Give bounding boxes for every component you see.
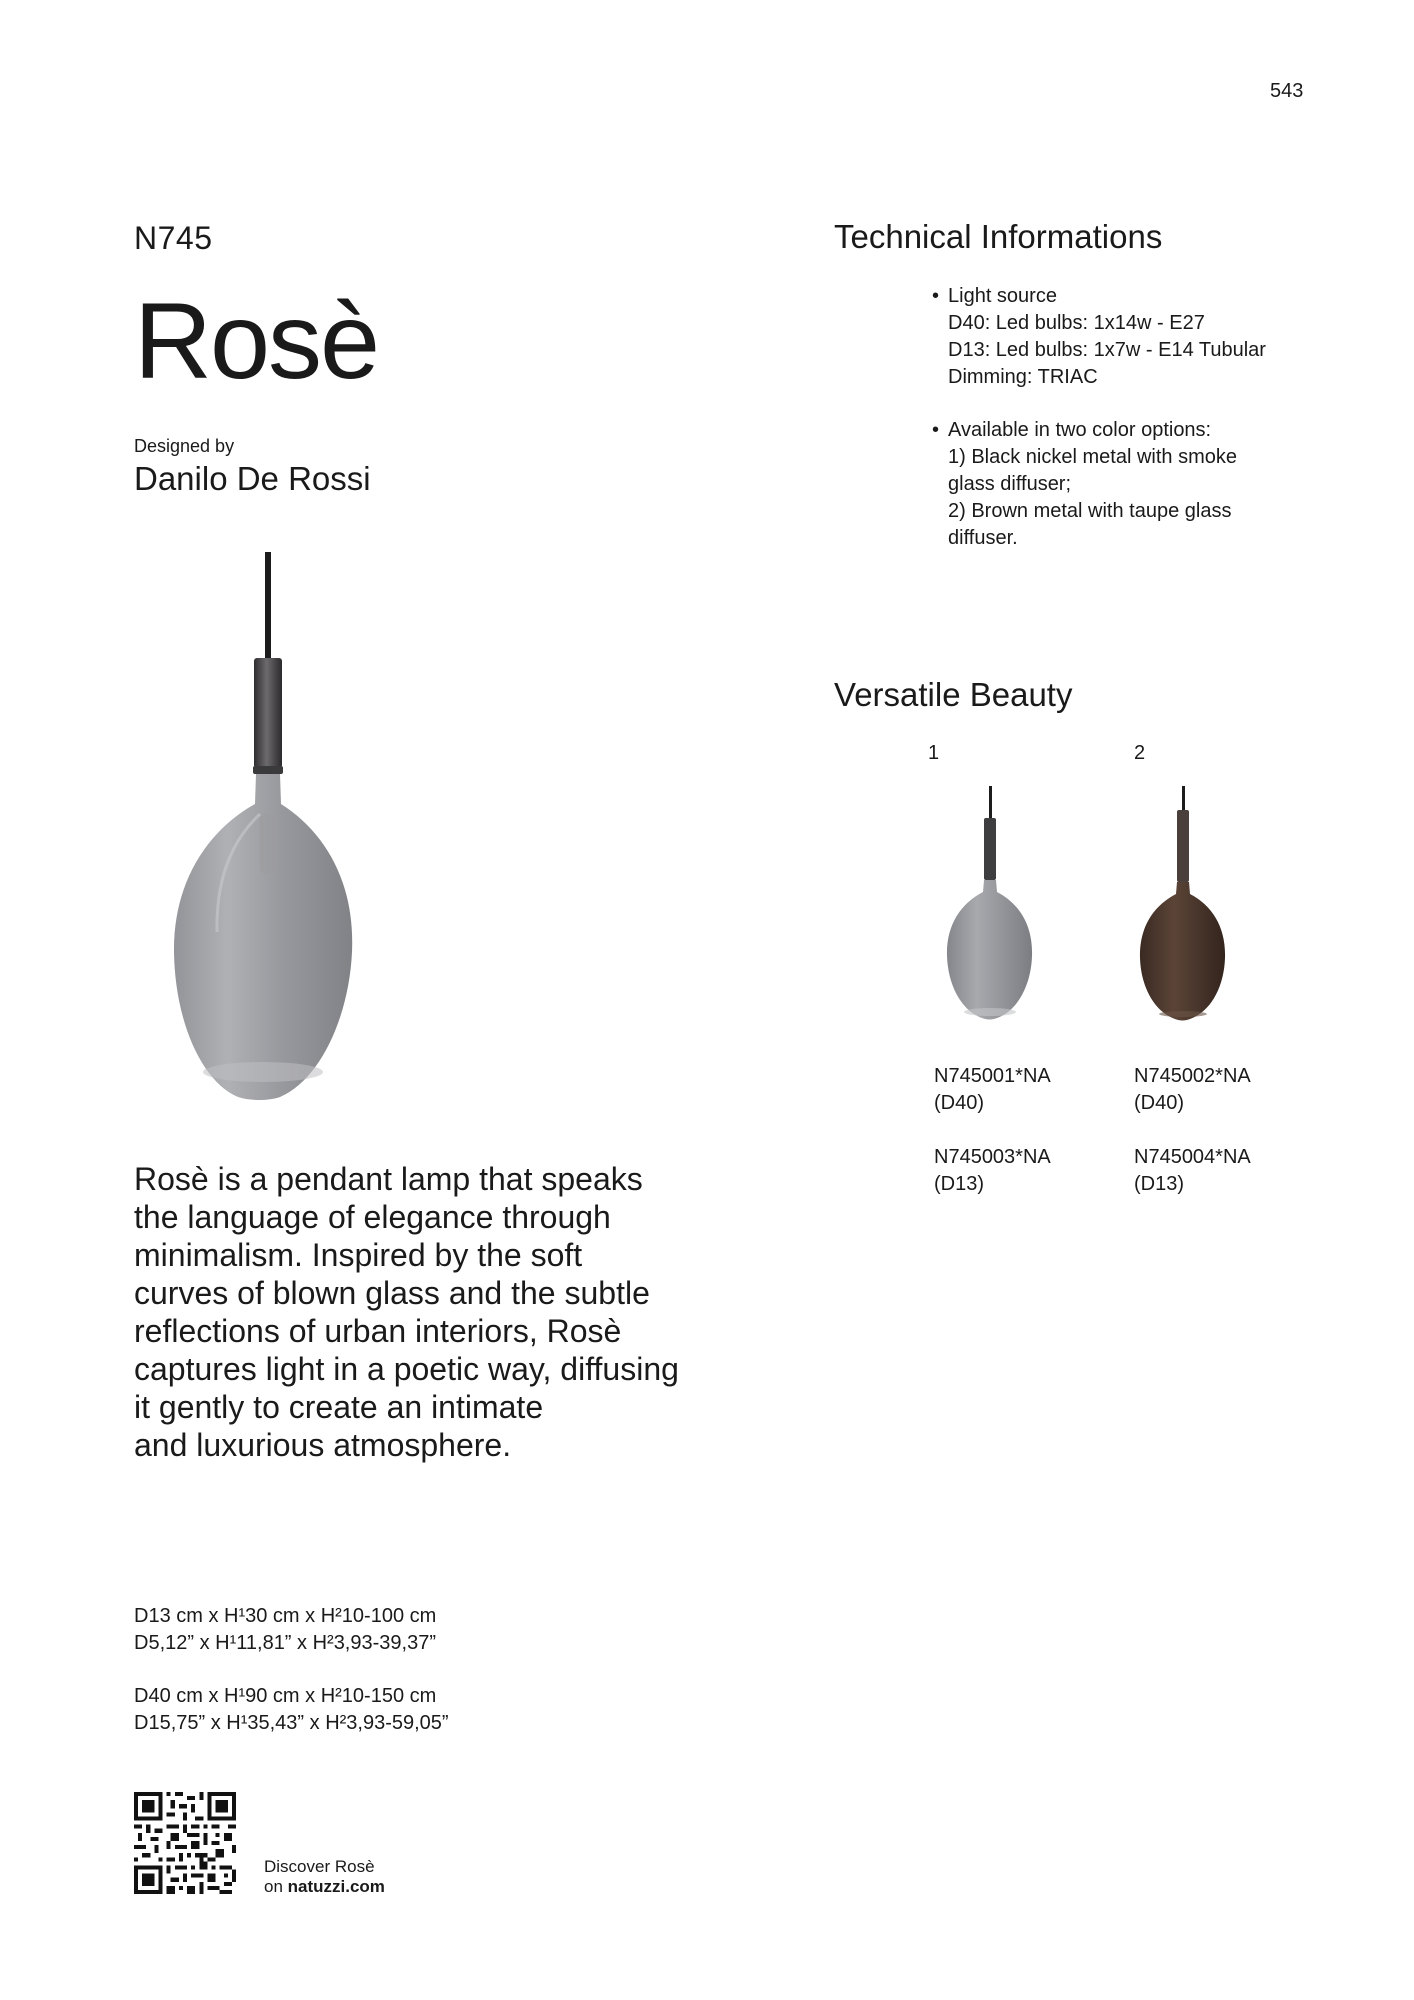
discover-site-line <box>264 1877 385 1897</box>
dimension-metric: D40 cm x H¹90 cm x H²10-150 cm <box>134 1685 437 1707</box>
designed-by-label: Designed by <box>134 436 235 456</box>
designer-name: Danilo De Rossi <box>134 460 371 497</box>
technical-line: Dimming: TRIAC <box>948 366 1098 388</box>
product-code-item <box>934 1144 1051 1198</box>
option-number: 1 <box>928 742 940 764</box>
variant-code: N745001*NA <box>934 1065 1051 1087</box>
technical-line: diffuser. <box>948 527 1018 549</box>
lamp-option-smoke-image <box>935 786 1045 1032</box>
description-line: minimalism. Inspired by the soft <box>134 1237 583 1273</box>
discover-link[interactable] <box>264 1857 385 1897</box>
variant-size: (D40) <box>934 1092 985 1114</box>
variant-code: N745003*NA <box>934 1146 1051 1168</box>
qr-code[interactable] <box>134 1792 236 1894</box>
technical-line: glass diffuser; <box>948 473 1072 495</box>
description-line: the language of elegance through <box>134 1199 611 1235</box>
product-description <box>134 1160 734 1464</box>
website-link[interactable]: natuzzi.com <box>287 1877 385 1896</box>
technical-line: D13: Led bulbs: 1x7w - E14 Tubular <box>948 339 1266 361</box>
discover-line: Discover Rosè <box>264 1857 375 1876</box>
dimension-group-d13 <box>134 1603 449 1657</box>
technical-line: Available in two color options: <box>948 419 1212 441</box>
bullet-icon: • <box>932 285 940 307</box>
pendant-lamp-image <box>150 552 390 1112</box>
technical-line: Light source <box>948 285 1057 307</box>
variant-size: (D13) <box>934 1173 985 1195</box>
product-name: Rosè <box>134 280 379 401</box>
description-line: it gently to create an intimate <box>134 1389 544 1425</box>
technical-line: D40: Led bulbs: 1x14w - E27 <box>948 312 1205 334</box>
dimension-imperial: D5,12” x H¹11,81” x H²3,93-39,37” <box>134 1632 436 1654</box>
page-number: 543 <box>1270 80 1304 102</box>
description-line: captures light in a poetic way, diffusing <box>134 1351 679 1387</box>
bullet-icon: • <box>932 419 940 441</box>
dimension-group-d40 <box>134 1683 449 1737</box>
product-code-item <box>934 1063 1051 1117</box>
variant-size: (D13) <box>1134 1173 1185 1195</box>
dimensions <box>134 1603 449 1763</box>
description-line: Rosè is a pendant lamp that speaks <box>134 1161 643 1197</box>
technical-line: 1) Black nickel metal with smoke <box>948 446 1237 468</box>
technical-list <box>932 283 1332 578</box>
description-line: curves of blown glass and the subtle <box>134 1275 650 1311</box>
dimension-metric: D13 cm x H¹30 cm x H²10-100 cm <box>134 1605 437 1627</box>
dimension-imperial: D15,75” x H¹35,43” x H²3,93-59,05” <box>134 1712 449 1734</box>
description-line: and luxurious atmosphere. <box>134 1427 512 1463</box>
versatile-heading: Versatile Beauty <box>834 676 1073 713</box>
technical-heading: Technical Informations <box>834 218 1163 255</box>
variant-size: (D40) <box>1134 1092 1185 1114</box>
product-code-item <box>1134 1063 1251 1117</box>
variant-code: N745004*NA <box>1134 1146 1251 1168</box>
discover-prefix: on <box>264 1877 288 1896</box>
technical-line: 2) Brown metal with taupe glass <box>948 500 1232 522</box>
product-code-item <box>1134 1144 1251 1198</box>
variant-code: N745002*NA <box>1134 1065 1251 1087</box>
technical-item-light-source <box>932 283 1332 391</box>
technical-item-color-options <box>932 417 1332 552</box>
lamp-option-taupe-image <box>1128 786 1238 1032</box>
product-code: N745 <box>134 220 213 256</box>
option-number: 2 <box>1134 742 1146 764</box>
description-line: reflections of urban interiors, Rosè <box>134 1313 622 1349</box>
